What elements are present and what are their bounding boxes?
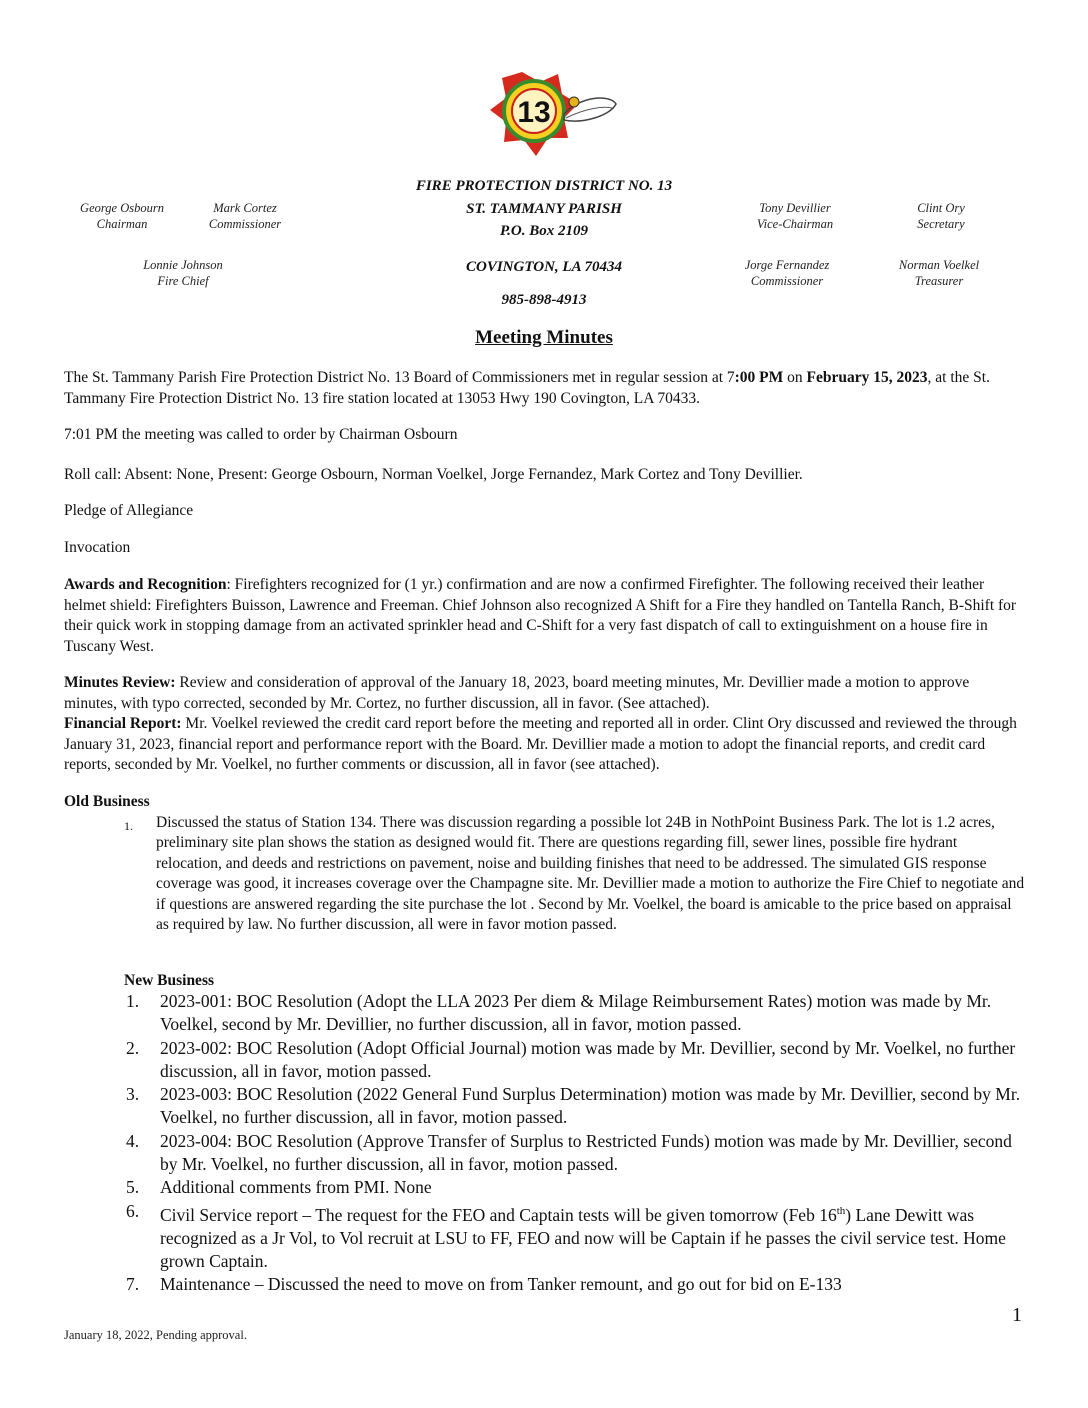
minutes-financial: Minutes Review: Review and consideration of approval of the January 18, 2023, board meeting minutes, Mr. Devillier made a motion to approve minutes, with typo corrected, seconded by Mr. Cortez, no further discussion, all in favor. (See attached). Financial Report: Mr. Voelkel reviewed the credit card report before the meeting and reported all in order. Clint Ory discussed and reviewed the through January 31, 2023, financial report and performance report with the Board. Mr. Devillier made a motion to adopt the financial reports, and credit card reports, seconded by Mr. Voelkel, no further comments or discussion, all in favor (see attached). — [64, 674, 1017, 773]
roll-call: Roll call: Absent: None, Present: George Osbourn, Norman Voelkel, Jorge Fernandez, Mark Cortez and Tony Devillier. — [64, 466, 803, 483]
list-item: 4. 2023-004: BOC Resolution (Approve Transfer of Surplus to Restricted Funds) motion was made by Mr. Devillier, second by Mr. Voelkel, no further discussion, all in favor, motion passed. — [126, 1130, 1012, 1175]
old-business-item: Discussed the status of Station 134. There was discussion regarding a possible lot 24B in NothPoint Business Park. The lot is 1.2 acres, preliminary site plan shows the station as designed would fit. There are questions regarding fill, sewer lines, possible fire hydrant relocation, and deeds and restrictions on pavement, noise and building finishes that need to be addressed. The simulated GIS response coverage was good, it increases coverage over the Champagne site. Mr. Devillier made a motion to authorize the Fire Chief to negotiate and if questions are answered regarding the site purchase the lot . Second by Mr. Voelkel, the board is amicable to the price based on appraisal as required by law. No further discussion, all were in favor motion passed. — [156, 813, 1025, 933]
list-item: 5. Additional comments from PMI. None — [126, 1177, 432, 1198]
official-ory: Clint Ory Secretary — [917, 201, 965, 231]
list-item: 3. 2023-003: BOC Resolution (2022 General Fund Surplus Determination) motion was made by Mr. Devillier, second by Mr. Voelkel, no further discussion, all in favor, motion passed. — [126, 1084, 1021, 1128]
list-item: 6. Civil Service report – The request for the FEO and Captain tests will be given tomorrow (Feb 16th) Lane Dewitt was recognized as a Jr Vol, to Vol recruit at LSU to FF, FEO and now will be Captain if he passes the civil service test. Home grown Captain. — [126, 1200, 1006, 1272]
new-business-heading: New Business — [124, 972, 215, 989]
official-johnson: Lonnie Johnson Fire Chief — [143, 258, 223, 288]
fire-district-logo — [470, 66, 620, 162]
official-devillier: Tony Devillier Vice-Chairman — [756, 201, 834, 231]
list-item: 1. 2023-001: BOC Resolution (Adopt the LLA 2023 Per diem & Milage Reimbursement Rates) motion was made by Mr. Voelkel, second by Mr. Devillier, no further discussion, all in favor, motion passed. — [126, 991, 992, 1035]
intro-paragraph: The St. Tammany Parish Fire Protection District No. 13 Board of Commissioners met in regular session at 7:00 PM on February 15, 2023, at the St. Tammany Fire Protection District No. 13 fire station located at 13053 Hwy 190 Covington, LA 70433. — [64, 369, 990, 407]
fire-district-badge-logo-icon — [470, 66, 620, 162]
po-box: P.O. Box 2109 — [499, 223, 589, 239]
list-item: 2. 2023-002: BOC Resolution (Adopt Official Journal) motion was made by Mr. Devillier, second by Mr. Voelkel, no further discussion, all in favor, motion passed. — [126, 1037, 1016, 1081]
city-address: COVINGTON, LA 70434 — [466, 259, 622, 275]
old-business-section — [64, 792, 1026, 936]
awards-paragraph: Awards and Recognition: Firefighters recognized for (1 yr.) confirmation and are now a confirmed Firefighter. The following received their leather helmet shield: Firefighters Buisson, Lawrence and Freeman. Chief Johnson also recognized A Shift for a Fire they handled on Tantella Ranch, B-Shift for their quick work in stopping damage from an activated sprinkler head and C-Shift for a very fast dispatch of call to extinguishment on a house fire in Tuscany West. — [64, 576, 1017, 655]
official-osbourn: George Osbourn Chairman — [80, 201, 164, 231]
page-title: Meeting Minutes — [475, 327, 613, 348]
pledge: Pledge of Allegiance — [64, 502, 194, 519]
list-item: 7. Maintenance – Discussed the need to move on from Tanker remount, and go out for bid on E-133 — [126, 1274, 842, 1295]
page-number: 1 — [1012, 1304, 1022, 1326]
new-business-list — [126, 990, 1026, 1297]
district-name: FIRE PROTECTION DISTRICT NO. 13 — [415, 178, 673, 194]
svg-text:13: 13 — [517, 96, 551, 129]
official-cortez: Mark Cortez Commissioner — [208, 201, 282, 231]
phone-number: 985-898-4913 — [501, 292, 587, 308]
footer-note: January 18, 2022, Pending approval. — [64, 1328, 247, 1342]
official-voelkel: Norman Voelkel Treasurer — [898, 258, 980, 288]
old-business-heading: Old Business — [64, 793, 150, 810]
old-business-item-number: 1. — [124, 819, 133, 833]
parish-name: ST. TAMMANY PARISH — [466, 201, 622, 217]
official-fernandez: Jorge Fernandez Commissioner — [744, 258, 830, 288]
call-to-order: 7:01 PM the meeting was called to order by Chairman Osbourn — [64, 426, 458, 443]
invocation: Invocation — [64, 539, 131, 556]
